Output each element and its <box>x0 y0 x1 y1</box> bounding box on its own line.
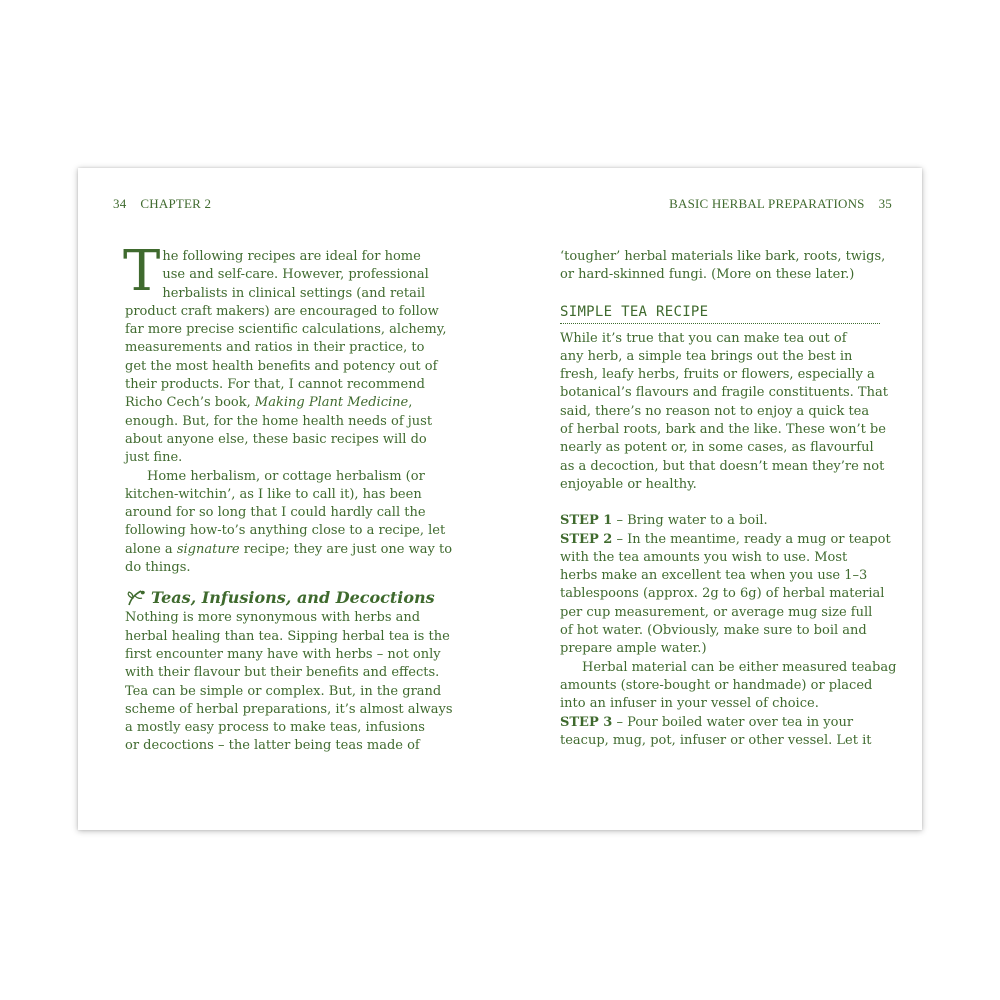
intro-paragraph <box>123 239 447 468</box>
text-line: botanical’s flavours and fragile constituents. That <box>560 385 888 401</box>
cottage-herbalism-paragraph <box>125 468 453 578</box>
text-line: or decoctions – the latter being teas made of <box>125 738 420 754</box>
text-line: tablespoons (approx. 2g to 6g) of herbal material <box>560 586 885 602</box>
text-line: or hard-skinned fungi. (More on these later.) <box>560 267 855 283</box>
text-line: about anyone else, these basic recipes will do <box>125 431 427 447</box>
text-line <box>125 541 453 559</box>
text-line: into an infuser in your vessel of choice. <box>560 696 819 712</box>
step-3 <box>560 714 880 751</box>
text-fragment: Richo Cech’s book, <box>125 395 255 411</box>
text-line: use and self-care. However, professional <box>162 267 429 283</box>
text-line: While it’s true that you can make tea out of <box>560 330 847 346</box>
spacer <box>560 494 880 512</box>
step-text: – Pour boiled water over tea in your <box>612 714 854 730</box>
drop-cap: T <box>123 239 161 304</box>
step-2 <box>560 531 891 659</box>
text-fragment: , <box>408 395 413 411</box>
text-fragment: alone a <box>125 541 177 557</box>
book-spread <box>78 168 922 830</box>
step-label: STEP 1 <box>560 513 613 529</box>
text-line: just fine. <box>125 450 183 466</box>
text-line: of hot water. (Obviously, make sure to boil and <box>560 623 867 639</box>
step-1 <box>560 512 880 530</box>
text-line: herbs make an excellent tea when you use 1–3 <box>560 568 868 584</box>
text-line: herbal healing than tea. Sipping herbal tea is the <box>125 628 450 644</box>
text-line: fresh, leafy herbs, fruits or flowers, especially a <box>560 367 875 383</box>
text-line: Herbal material can be either measured teabag <box>582 659 897 675</box>
text-line: scheme of herbal preparations, it’s almost always <box>125 701 453 717</box>
text-line: said, there’s no reason not to enjoy a quick tea <box>560 403 870 419</box>
text-line: enough. But, for the home health needs of just <box>125 413 433 429</box>
text-line: herbalists in clinical settings (and retail <box>162 285 426 301</box>
step-text: – Bring water to a boil. <box>612 513 768 529</box>
book-title: Making Plant Medicine <box>254 395 409 411</box>
text-line: enjoyable or healthy. <box>560 476 697 492</box>
text-line: ‘tougher’ herbal materials like bark, roots, twigs, <box>560 249 886 264</box>
text-line: around for so long that I could hardly call the <box>125 505 426 521</box>
teas-paragraph <box>125 609 453 755</box>
text-line: nearly as potent or, in some cases, as flavourful <box>560 440 874 456</box>
text-line: with their flavour but their benefits and effects. <box>125 665 440 681</box>
text-line: Home herbalism, or cottage herbalism (or <box>147 468 425 484</box>
right-text-column <box>560 248 897 750</box>
step-text: – In the meantime, ready a mug or teapot <box>612 531 891 547</box>
sprig-icon <box>125 588 147 606</box>
text-line: product craft makers) are encouraged to follow <box>125 303 439 319</box>
text-line: with the tea amounts you wish to use. Most <box>560 549 848 565</box>
text-line <box>560 531 891 549</box>
text-line: prepare ample water.) <box>560 641 707 657</box>
text-line <box>125 394 443 412</box>
left-page <box>78 168 500 830</box>
text-line: following how-to’s anything close to a recipe, let <box>125 523 446 539</box>
text-line: of herbal roots, bark and the like. These won’t be <box>560 422 886 438</box>
text-line <box>560 512 880 530</box>
text-line: kitchen-witchin’, as I like to call it), has been <box>125 486 422 502</box>
section-heading-text: Teas, Infusions, and Decoctions <box>151 588 435 608</box>
recipe-intro-paragraph <box>560 330 888 495</box>
section-heading <box>125 587 443 609</box>
right-folio <box>669 196 892 212</box>
continuation-paragraph <box>560 248 886 285</box>
text-line: far more precise scientific calculations, alchemy, <box>125 322 447 338</box>
text-line: measurements and ratios in their practice, to <box>125 340 425 356</box>
right-page <box>500 168 922 830</box>
text-fragment: recipe; they are just one way to <box>239 541 453 557</box>
right-page-number: 35 <box>878 196 892 211</box>
emphasis: signature <box>176 541 240 557</box>
left-text-column <box>123 239 453 756</box>
step-label: STEP 2 <box>560 531 613 547</box>
herbal-material-paragraph <box>560 659 897 714</box>
text-line: as a decoction, but that doesn’t mean they’re not <box>560 458 885 474</box>
text-line: teacup, mug, pot, infuser or other vessel. Let it <box>560 732 872 748</box>
text-line: Tea can be simple or complex. But, in the grand <box>125 683 442 699</box>
text-line: any herb, a simple tea brings out the best in <box>560 348 853 364</box>
text-line <box>560 714 880 732</box>
left-folio <box>113 196 211 212</box>
step-label: STEP 3 <box>560 714 613 730</box>
text-line: amounts (store-bought or handmade) or placed <box>560 677 873 693</box>
text-line: their products. For that, I cannot recommend <box>125 377 425 393</box>
text-line: first encounter many have with herbs – not only <box>125 646 441 662</box>
text-line: Nothing is more synonymous with herbs and <box>125 610 421 626</box>
right-running-head: BASIC HERBAL PREPARATIONS <box>669 196 865 211</box>
text-line: per cup measurement, or average mug size full <box>560 604 873 620</box>
left-running-head: CHAPTER 2 <box>140 196 212 211</box>
text-line: get the most health benefits and potency out of <box>125 358 438 374</box>
text-line: a mostly easy process to make teas, infusions <box>125 720 425 736</box>
text-line: do things. <box>125 560 191 576</box>
text-line: he following recipes are ideal for home <box>162 249 421 264</box>
recipe-subheading: SIMPLE TEA RECIPE <box>560 303 880 324</box>
left-page-number: 34 <box>113 196 127 211</box>
